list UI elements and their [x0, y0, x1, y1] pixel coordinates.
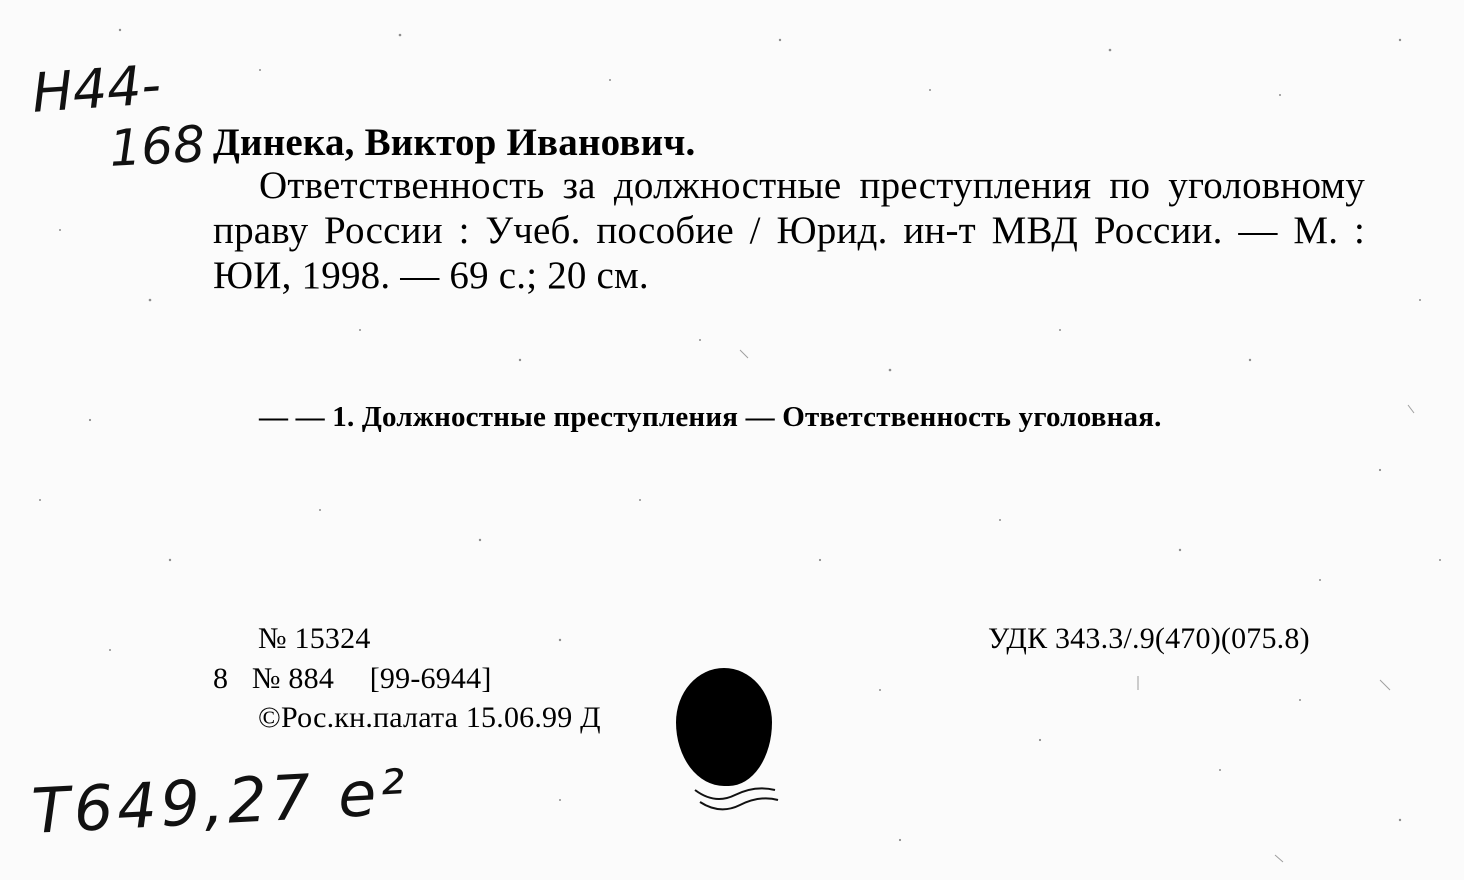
registration-prefix: 8 — [213, 662, 229, 695]
subject-headings: — — 1. Должностные преступления — Ответственность уголовная. — [259, 401, 1162, 433]
stamp-smudge — [690, 770, 780, 820]
handwritten-call-number-line1: Н44- — [30, 53, 163, 125]
registration-code: [99-6944] — [369, 662, 492, 695]
registration-number: № 884 — [251, 662, 335, 695]
chamber-date-line: ©Рос.кн.палата 15.06.99 Д — [258, 701, 601, 734]
author-heading: Динека, Виктор Иванович. — [213, 121, 696, 164]
handwritten-shelf-mark: Т649,27 е² — [30, 755, 411, 848]
accession-number: № 15324 — [258, 622, 371, 655]
registration-line — [213, 661, 492, 697]
ink-stamp-blot — [676, 668, 772, 786]
bibliographic-description: Ответственность за должностные преступления по уголовному праву России : Учеб. пособие / Юрид. ин-т МВД России. — М. : ЮИ, 1998. — 69 с.; 20 см. — [213, 164, 1365, 297]
udk-code: УДК 343.3/.9(470)(075.8) — [988, 622, 1310, 655]
handwritten-call-number-line2: 168 — [108, 115, 207, 178]
